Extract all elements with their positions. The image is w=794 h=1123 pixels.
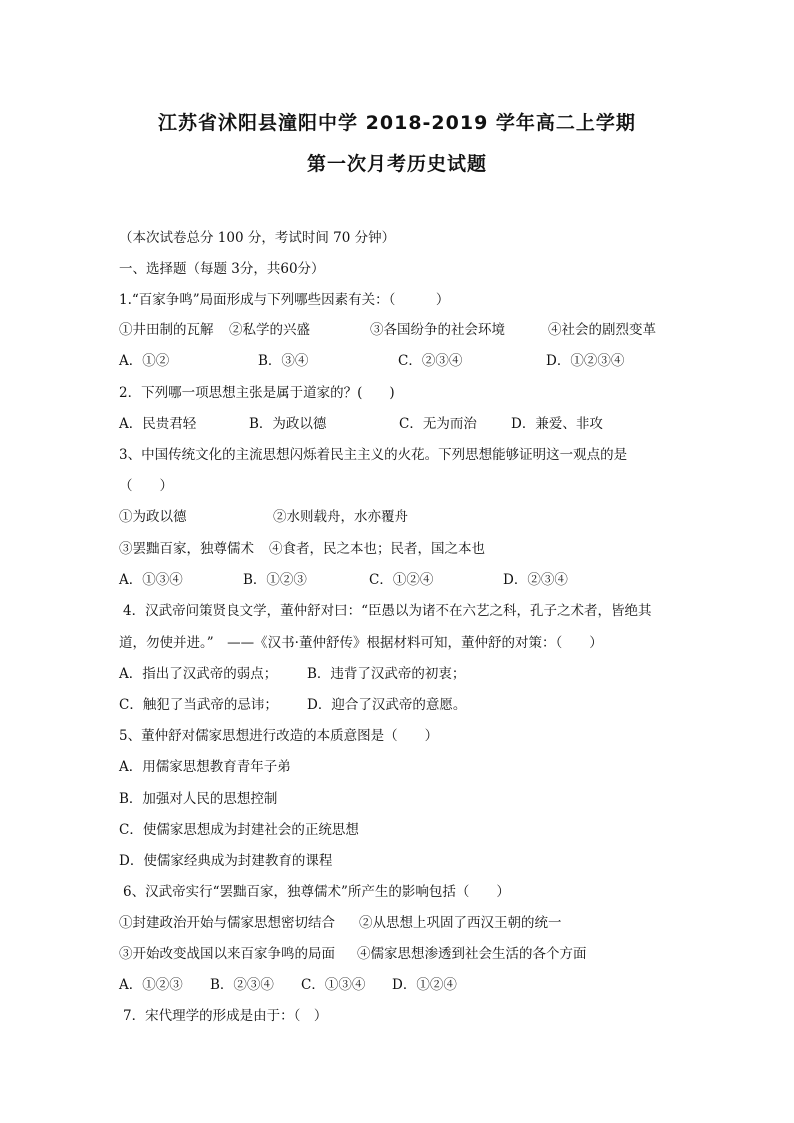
- q3-items-row1: [119, 508, 679, 526]
- q1-items: [119, 321, 679, 339]
- q6-item-4: ④儒家思想渗透到社会生活的各个方面: [357, 946, 587, 962]
- q4-option-a[interactable]: A．指出了汉武帝的弱点；: [119, 666, 278, 682]
- q1-item-3: ③各国纷争的社会环境: [370, 322, 505, 338]
- q4-stem-cont: 道，勿使并进。” ——《汉书·董仲舒传》根据材料可知，董仲舒的对策：（ ）: [119, 635, 603, 651]
- q6-option-c[interactable]: C．①③④: [301, 977, 366, 993]
- q5-option-b[interactable]: B．加强对人民的思想控制: [119, 791, 278, 807]
- q3-option-a[interactable]: A．①③④: [119, 572, 183, 588]
- q1-options: [119, 352, 679, 370]
- q3-stem-cont: （ ）: [119, 478, 173, 494]
- q4-option-d[interactable]: D．迎合了汉武帝的意愿。: [307, 697, 467, 713]
- q3-item-1: ①为政以德: [119, 509, 187, 525]
- q6-item-1: ①封建政治开始与儒家思想密切结合: [119, 915, 335, 931]
- q1-item-1: ①井田制的瓦解: [119, 322, 214, 338]
- q1-stem: 1.“百家争鸣”局面形成与下列哪些因素有关：（ ）: [119, 292, 450, 308]
- q4-options-row2: [119, 696, 679, 714]
- q2-option-d[interactable]: D．兼爱、非攻: [511, 416, 603, 432]
- q3-option-d[interactable]: D．②③④: [503, 572, 568, 588]
- q6-items-row2: [119, 945, 699, 963]
- q2-stem: 2．下列哪一项思想主张是属于道家的？( ): [119, 385, 395, 401]
- q5-stem: 5、董仲舒对儒家思想进行改造的本质意图是（ ）: [119, 728, 439, 744]
- q4-stem: 4．汉武帝问策贤良文学，董仲舒对曰：“臣愚以为诸不在六艺之科，孔子之术者，皆绝其: [123, 603, 652, 619]
- q1-option-b[interactable]: B．③④: [258, 353, 309, 369]
- q5-option-d[interactable]: D．使儒家经典成为封建教育的课程: [119, 853, 333, 869]
- q3-options: [119, 571, 679, 589]
- q1-item-4: ④社会的剧烈变革: [548, 322, 656, 338]
- q3-option-c[interactable]: C．①②④: [369, 572, 434, 588]
- q6-option-a[interactable]: A．①②③: [119, 977, 183, 993]
- exam-note: （本次试卷总分 100 分，考试时间 70 分钟）: [119, 230, 396, 246]
- q5-option-a[interactable]: A．用儒家思想教育青年子弟: [119, 759, 291, 775]
- q7-stem: 7．宋代理学的形成是由于：（ ）: [123, 1008, 328, 1024]
- q3-stem: 3、中国传统文化的主流思想闪烁着民主主义的火花。下列思想能够证明这一观点的是: [119, 447, 628, 463]
- q6-options: [119, 976, 679, 994]
- exam-title-line1: 江苏省沭阳县潼阳中学 2018-2019 学年高二上学期: [158, 112, 636, 134]
- q3-item-2: ②水则载舟，水亦覆舟: [273, 509, 408, 525]
- section-heading: 一、选择题（每题 3分，共60分）: [119, 261, 325, 277]
- q6-items-row1: [119, 914, 699, 932]
- q3-item-3: ③罢黜百家，独尊儒术: [119, 541, 254, 557]
- q4-option-c[interactable]: C．触犯了当武帝的忌讳；: [119, 697, 278, 713]
- q3-items-row2: [119, 540, 679, 558]
- exam-title-line2: 第一次月考历史试题: [306, 153, 487, 175]
- q6-option-b[interactable]: B．②③④: [210, 977, 274, 993]
- q4-options-row1: [119, 665, 679, 683]
- q5-option-c[interactable]: C．使儒家思想成为封建社会的正统思想: [119, 822, 359, 838]
- q4-option-b[interactable]: B．违背了汉武帝的初衷；: [307, 666, 466, 682]
- q6-option-d[interactable]: D．①②④: [392, 977, 457, 993]
- q2-option-b[interactable]: B．为政以德: [249, 416, 327, 432]
- q1-option-d[interactable]: D．①②③④: [546, 353, 625, 369]
- q6-item-3: ③开始改变战国以来百家争鸣的局面: [119, 946, 335, 962]
- q2-option-a[interactable]: A．民贵君轻: [119, 416, 197, 432]
- q6-stem: 6、汉武帝实行“罢黜百家，独尊儒术”所产生的影响包括（ ）: [123, 884, 510, 900]
- q1-option-c[interactable]: C．②③④: [398, 353, 463, 369]
- q1-item-2: ②私学的兴盛: [229, 322, 310, 338]
- q3-item-4: ④食者，民之本也；民者，国之本也: [269, 541, 485, 557]
- q6-item-2: ②从思想上巩固了西汉王朝的统一: [359, 915, 562, 931]
- q2-option-c[interactable]: C．无为而治: [399, 416, 477, 432]
- q1-option-a[interactable]: A．①②: [119, 353, 170, 369]
- q3-option-b[interactable]: B．①②③: [243, 572, 307, 588]
- q2-options: [119, 415, 679, 433]
